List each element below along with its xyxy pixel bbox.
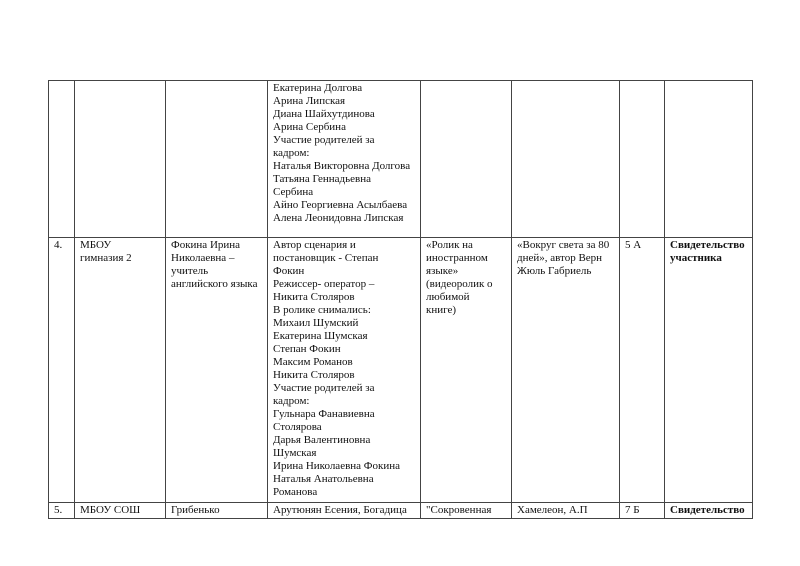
cell-participants-line: Айно Георгиевна Асылбаева	[273, 199, 408, 211]
cell-participants-line: Арина Липская	[273, 95, 346, 107]
cell-participants-line: Романова	[273, 486, 318, 498]
cell-result	[665, 238, 753, 503]
table-row	[49, 503, 753, 519]
cell-participants-line: Арина Сербина	[273, 121, 346, 133]
cell-participants-line: Екатерина Шумская	[273, 330, 368, 342]
cell-participants-line: Гульнара Фанавиевна	[273, 408, 375, 420]
participants-table	[48, 80, 753, 519]
cell-participants-line: Михаил Шумский	[273, 317, 359, 329]
cell-class	[620, 238, 665, 503]
cell-participants-line: Наталья Викторовна Долгова	[273, 160, 411, 172]
table-row	[49, 81, 753, 238]
cell-teacher-line: Николаевна –	[171, 252, 235, 264]
cell-work	[512, 503, 620, 519]
cell-participants	[268, 238, 421, 503]
cell-participants-line: Ирина Николаевна Фокина	[273, 460, 400, 472]
cell-teacher	[166, 238, 268, 503]
cell-participants-line: Никита Столяров	[273, 291, 355, 303]
cell-participants-line: Столярова	[273, 421, 322, 433]
cell-participants-line: Татьяна Геннадьевна	[273, 173, 371, 185]
cell-participants-line: Алена Леонидовна Липская	[273, 212, 404, 224]
table-row	[49, 238, 753, 503]
cell-result	[665, 503, 753, 519]
cell-number	[49, 238, 75, 503]
cell-class-text: 7 Б	[625, 504, 640, 516]
cell-participants	[268, 503, 421, 519]
cell-participants-line: Автор сценария и	[273, 239, 356, 251]
cell-nomination	[421, 238, 512, 503]
cell-school	[75, 81, 166, 238]
cell-participants-line: Дарья Валентиновна	[273, 434, 371, 446]
cell-class	[620, 81, 665, 238]
cell-teacher-line: учитель	[171, 265, 209, 277]
cell-work-line: Хамелеон, А.П	[517, 504, 588, 516]
cell-school-line: МБОУ	[80, 239, 112, 251]
cell-participants-line: Степан Фокин	[273, 343, 341, 355]
cell-school-line: МБОУ СОШ	[80, 504, 141, 516]
cell-nomination-line: (видеоролик о	[426, 278, 493, 290]
cell-participants-line: Максим Романов	[273, 356, 353, 368]
cell-teacher	[166, 81, 268, 238]
cell-result-line: Свидетельство	[670, 504, 745, 516]
cell-participants-line: Никита Столяров	[273, 369, 355, 381]
cell-participants-line: Екатерина Долгова	[273, 82, 363, 94]
cell-class	[620, 503, 665, 519]
table-body	[49, 81, 753, 519]
cell-school-line: гимназия 2	[80, 252, 132, 264]
cell-participants-line: кадром:	[273, 147, 310, 159]
cell-school	[75, 503, 166, 519]
cell-participants-line: Сербина	[273, 186, 314, 198]
cell-result-line: Свидетельство	[670, 239, 745, 251]
cell-teacher-line: Грибенько	[171, 504, 220, 516]
cell-number-text: 4.	[54, 239, 63, 251]
cell-nomination-line: книге)	[426, 304, 457, 316]
cell-nomination-line: языке»	[426, 265, 459, 277]
cell-participants-line: постановщик - Степан	[273, 252, 379, 264]
cell-participants-line: Участие родителей за	[273, 134, 375, 146]
cell-participants-line: Арутюнян Есения, Богадица	[273, 504, 407, 516]
cell-number	[49, 81, 75, 238]
cell-number	[49, 503, 75, 519]
cell-class-text: 5 А	[625, 239, 642, 251]
cell-nomination-line: любимой	[426, 291, 470, 303]
cell-nomination-line: «Ролик на	[426, 239, 473, 251]
cell-nomination	[421, 503, 512, 519]
cell-teacher-line: английского языка	[171, 278, 258, 290]
cell-participants-line: Участие родителей за	[273, 382, 375, 394]
cell-teacher	[166, 503, 268, 519]
cell-participants-line: В ролике снимались:	[273, 304, 371, 316]
cell-teacher-line: Фокина Ирина	[171, 239, 241, 251]
cell-participants-line: Фокин	[273, 265, 305, 277]
cell-work	[512, 238, 620, 503]
cell-participants-line: Шумская	[273, 447, 317, 459]
cell-number-text: 5.	[54, 504, 63, 516]
cell-result-line: участника	[670, 252, 722, 264]
cell-participants-line: Режиссер- оператор –	[273, 278, 375, 290]
cell-nomination	[421, 81, 512, 238]
cell-participants-line: Наталья Анатольевна	[273, 473, 374, 485]
cell-participants-line: кадром:	[273, 395, 310, 407]
cell-nomination-line: "Сокровенная	[426, 504, 492, 516]
cell-result	[665, 81, 753, 238]
cell-work	[512, 81, 620, 238]
cell-work-line: «Вокруг света за 80	[517, 239, 610, 251]
cell-work-line: Жюль Габриель	[517, 265, 592, 277]
cell-participants	[268, 81, 421, 238]
cell-work-line: дней», автор Верн	[517, 252, 603, 264]
cell-nomination-line: иностранном	[426, 252, 488, 264]
cell-school	[75, 238, 166, 503]
cell-participants-line: Диана Шайхутдинова	[273, 108, 375, 120]
